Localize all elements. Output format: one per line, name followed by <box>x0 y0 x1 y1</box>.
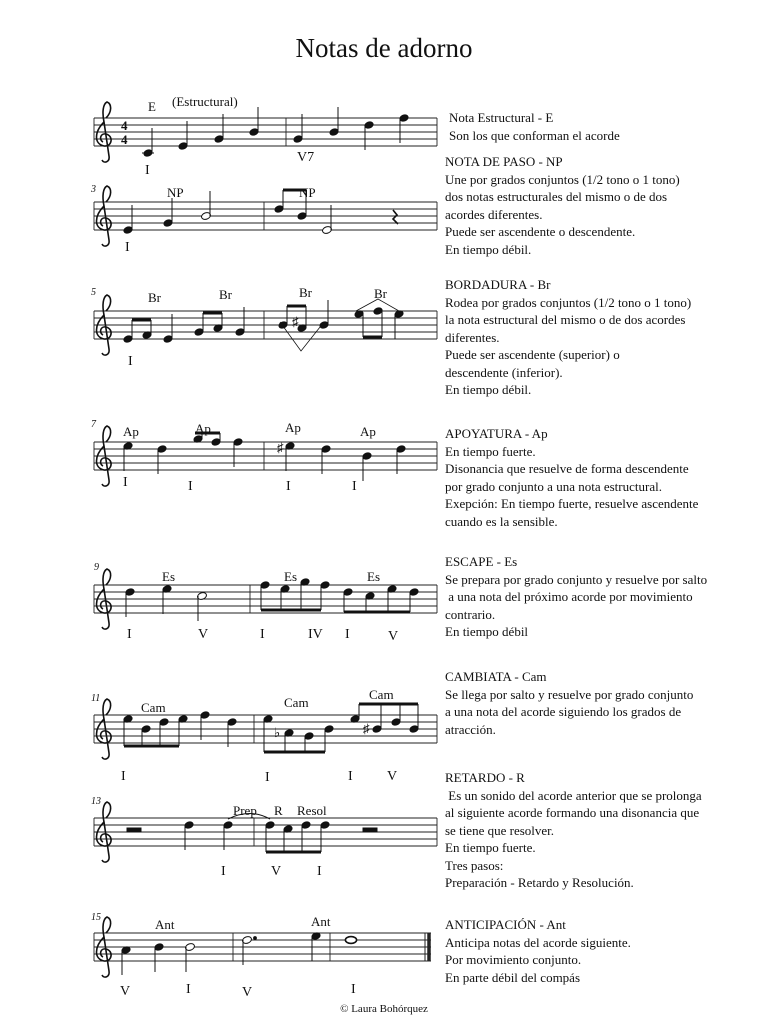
annotation-label: Cam <box>284 695 309 710</box>
staff-4 <box>91 419 437 494</box>
staff-2 <box>90 184 437 255</box>
roman-numeral: V <box>388 629 399 644</box>
annotation-label: R <box>274 803 283 818</box>
roman-numeral: V <box>120 984 131 999</box>
annotation-label: E <box>148 99 156 114</box>
desc-line: dos notas estructurales del mismo o de dos <box>445 189 668 204</box>
annotation-label: Ap <box>195 421 211 436</box>
staff-8 <box>91 912 431 1000</box>
annotation-label: Ap <box>123 424 139 439</box>
annotation-label: Br <box>148 290 161 305</box>
desc-line: Rodea por grados conjuntos (1/2 tono o 1 tono) <box>445 294 692 310</box>
staff-1 <box>94 94 437 178</box>
desc-line: Preparación - Retardo y Resolución. <box>445 875 634 890</box>
roman-numeral: I <box>286 479 291 494</box>
measure-number: 3 <box>91 184 96 195</box>
roman-numeral: I <box>188 479 193 494</box>
roman-numeral: I <box>317 864 322 879</box>
measure-number: 11 <box>91 693 101 704</box>
sharp-symbol: ♯ <box>277 440 284 455</box>
flat-symbol: ♭ <box>274 725 281 740</box>
roman-numeral: I <box>348 769 353 784</box>
desc-line: Exepción: En tiempo fuerte, resuelve ascendente <box>445 496 699 511</box>
desc-line: Son los que conforman el acorde <box>449 127 620 143</box>
time-sig-top: 4 <box>121 118 128 133</box>
desc-line: Tres pasos: <box>445 857 504 873</box>
annotation-label: NP <box>167 185 184 200</box>
desc-line: Puede ser ascendente (superior) o <box>445 347 620 362</box>
copyright-notice: © Laura Bohórquez <box>340 1003 428 1015</box>
annotation-label: (Estructural) <box>172 94 238 109</box>
annotation-label: Ant <box>155 917 175 932</box>
desc-heading: NOTA DE PASO - NP <box>445 154 563 169</box>
desc-line: atracción. <box>445 721 496 737</box>
annotation-label: Br <box>374 286 387 301</box>
annotation-label: Cam <box>141 700 166 715</box>
roman-numeral: I <box>345 627 350 642</box>
desc-line: contrario. <box>445 606 496 622</box>
annotation-label: Ant <box>311 914 331 929</box>
measure-number: 9 <box>94 562 99 573</box>
roman-numeral: I <box>145 163 150 178</box>
measure-number: 5 <box>91 287 96 298</box>
desc-line: al siguiente acorde formando una disonancia que <box>445 805 700 820</box>
roman-numeral: V <box>242 985 253 1000</box>
desc-line: la nota estructural del mismo o de dos acordes <box>445 312 686 327</box>
desc-line: Se llega por salto y resuelve por grado conjunto <box>445 686 694 702</box>
roman-numeral: I <box>121 769 126 784</box>
annotation-label: Ap <box>285 420 301 435</box>
desc-line: por grado conjunto a una nota estructural. <box>445 478 662 494</box>
measure-number: 13 <box>91 796 101 807</box>
annotation-label: Es <box>284 569 297 584</box>
staff-7 <box>91 796 437 879</box>
desc-heading: CAMBIATA - Cam <box>445 669 547 684</box>
roman-numeral: V7 <box>297 150 315 165</box>
roman-numeral: IV <box>308 627 323 642</box>
roman-numeral: I <box>186 982 191 997</box>
roman-numeral: I <box>127 627 132 642</box>
page-title: Notas de adorno <box>295 33 473 63</box>
desc-line: En tiempo débil. <box>445 241 532 257</box>
desc-line: a una nota del acorde siguiendo los grados de <box>445 704 682 719</box>
desc-heading: Nota Estructural - E <box>449 110 554 125</box>
desc-heading: RETARDO - R <box>445 770 525 785</box>
desc-line: En tiempo fuerte. <box>445 443 536 459</box>
staff-5 <box>94 562 437 644</box>
desc-line: diferentes. <box>445 329 500 345</box>
roman-numeral: V <box>198 627 209 642</box>
annotation-label: Prep <box>233 803 257 818</box>
roman-numeral: I <box>221 864 226 879</box>
roman-numeral: V <box>271 864 282 879</box>
measure-number: 7 <box>91 419 96 430</box>
time-sig-bottom: 4 <box>121 132 128 147</box>
roman-numeral: I <box>351 982 356 997</box>
roman-numeral: I <box>265 770 270 785</box>
roman-numeral: V <box>387 769 398 784</box>
annotation-label: Br <box>219 287 232 302</box>
desc-line: Se prepara por grado conjunto y resuelve por salto <box>445 571 708 587</box>
desc-heading: APOYATURA - Ap <box>445 426 548 441</box>
annotation-label: Es <box>367 569 380 584</box>
annotation-label: Br <box>299 285 312 300</box>
annotation-label: Ap <box>360 424 376 439</box>
desc-line: a una nota del próximo acorde por movimiento <box>445 589 693 604</box>
desc-line: Anticipa notas del acorde siguiente. <box>445 934 631 950</box>
measure-number: 15 <box>91 912 101 923</box>
staff-6 <box>91 687 437 785</box>
roman-numeral: I <box>123 475 128 490</box>
annotation-label: NP <box>299 185 316 200</box>
desc-line: En tiempo débil. <box>445 382 532 397</box>
annotation-label: Cam <box>369 687 394 702</box>
desc-line: Puede ser ascendente o descendente. <box>445 224 636 239</box>
desc-line: Disonancia que resuelve de forma descendente <box>445 461 689 476</box>
roman-numeral: I <box>128 354 133 369</box>
roman-numeral: I <box>125 240 130 255</box>
desc-line: Es un sonido del acorde anterior que se prolonga <box>445 787 702 803</box>
desc-line: En tiempo débil <box>445 624 529 639</box>
desc-line: Une por grados conjuntos (1/2 tono o 1 tono) <box>445 171 680 187</box>
desc-line: acordes diferentes. <box>445 206 543 222</box>
desc-line: En parte débil del compás <box>445 969 581 985</box>
roman-numeral: I <box>260 627 265 642</box>
desc-line: se tiene que resolver. <box>445 822 555 838</box>
roman-numeral: I <box>352 479 357 494</box>
desc-line: cuando es la sensible. <box>445 513 558 529</box>
desc-line: En tiempo fuerte. <box>445 840 536 855</box>
desc-heading: BORDADURA - Br <box>445 277 551 292</box>
desc-heading: ANTICIPACIÓN - Ant <box>445 917 566 932</box>
sharp-symbol: ♯ <box>363 721 370 736</box>
sharp-symbol: ♯ <box>292 314 299 329</box>
desc-line: descendente (inferior). <box>445 364 563 380</box>
staff-3 <box>91 285 437 369</box>
desc-line: Por movimiento conjunto. <box>445 952 582 967</box>
desc-heading: ESCAPE - Es <box>445 554 518 569</box>
annotation-label: Resol <box>297 803 327 818</box>
annotation-label: Es <box>162 569 175 584</box>
